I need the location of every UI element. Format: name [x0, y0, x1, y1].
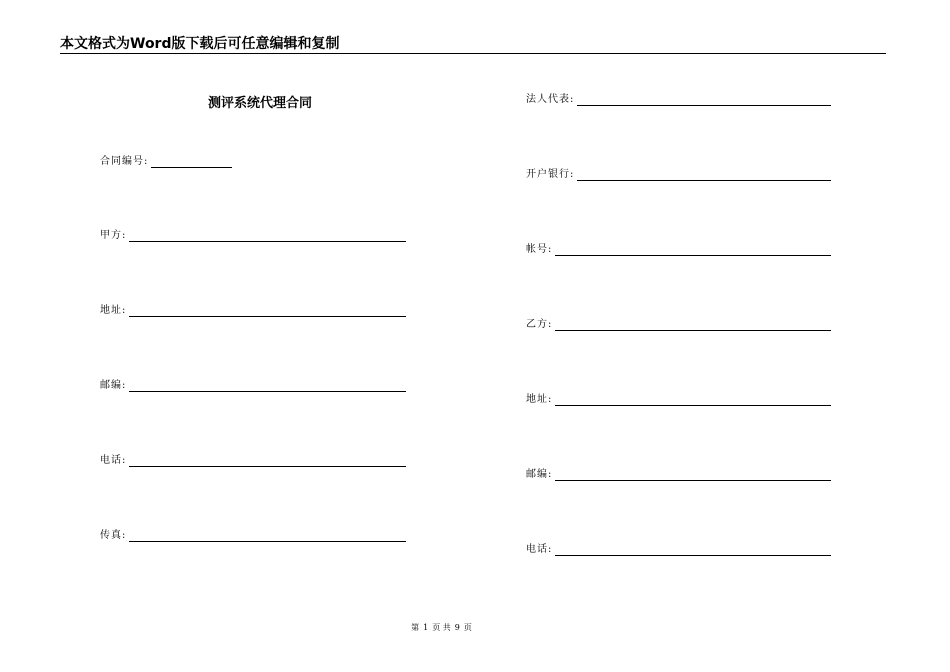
- total-pages-number: 9: [454, 623, 460, 632]
- bank-blank[interactable]: [577, 170, 831, 181]
- legal-rep-label: 法人代表: [526, 94, 570, 105]
- page-middle: 页 共: [432, 623, 451, 632]
- field-colon: :: [548, 469, 552, 480]
- party-b-address-label: 地址: [526, 394, 548, 405]
- bank-label: 开户银行: [526, 169, 570, 180]
- contract-title: 测评系统代理合同: [207, 96, 312, 111]
- party-a-postcode-blank[interactable]: [129, 381, 406, 392]
- bank-field: [526, 165, 831, 181]
- field-colon: :: [122, 530, 126, 541]
- party-b-postcode-label: 邮编: [526, 469, 548, 480]
- party-b-phone-blank[interactable]: [555, 545, 831, 556]
- account-field: [526, 240, 831, 256]
- party-a-phone-blank[interactable]: [129, 456, 406, 467]
- party-a-field: [100, 226, 406, 242]
- page-indicator: [0, 622, 883, 633]
- party-a-label: 甲方: [100, 230, 122, 241]
- party-a-blank[interactable]: [129, 231, 406, 242]
- field-colon: :: [570, 94, 574, 105]
- party-a-fax-blank[interactable]: [129, 531, 406, 542]
- party-b-phone-label: 电话: [526, 544, 548, 555]
- party-b-address-blank[interactable]: [555, 395, 831, 406]
- field-colon: :: [122, 380, 126, 391]
- party-b-blank[interactable]: [555, 320, 831, 331]
- field-colon: :: [122, 305, 126, 316]
- field-colon: :: [122, 230, 126, 241]
- account-blank[interactable]: [555, 245, 831, 256]
- field-colon: :: [122, 455, 126, 466]
- party-a-fax-field: [100, 526, 406, 542]
- field-colon: :: [144, 156, 148, 167]
- page-prefix: 第: [411, 623, 420, 632]
- contract-number-field: [100, 152, 232, 168]
- header-divider: [60, 53, 886, 54]
- current-page-number: 1: [423, 623, 429, 632]
- field-colon: :: [548, 244, 552, 255]
- legal-rep-field: [526, 90, 831, 106]
- party-a-phone-field: [100, 451, 406, 467]
- legal-rep-blank[interactable]: [577, 95, 831, 106]
- party-b-phone-field: [526, 540, 831, 556]
- field-colon: :: [548, 394, 552, 405]
- page-suffix: 页: [463, 623, 472, 632]
- field-colon: :: [548, 544, 552, 555]
- party-b-field: [526, 315, 831, 331]
- field-colon: :: [548, 319, 552, 330]
- party-a-postcode-label: 邮编: [100, 380, 122, 391]
- contract-number-label: 合同编号: [100, 156, 144, 167]
- party-a-address-label: 地址: [100, 305, 122, 316]
- party-b-postcode-field: [526, 465, 831, 481]
- account-label: 帐号: [526, 244, 548, 255]
- party-a-address-field: [100, 301, 406, 317]
- party-a-phone-label: 电话: [100, 455, 122, 466]
- party-a-fax-label: 传真: [100, 530, 122, 541]
- contract-number-blank[interactable]: [151, 157, 232, 168]
- party-b-postcode-blank[interactable]: [555, 470, 831, 481]
- download-banner: 本文格式为Word版下载后可任意编辑和复制: [60, 36, 340, 52]
- party-a-address-blank[interactable]: [129, 306, 406, 317]
- field-colon: :: [570, 169, 574, 180]
- party-b-label: 乙方: [526, 319, 548, 330]
- party-b-address-field: [526, 390, 831, 406]
- party-a-postcode-field: [100, 376, 406, 392]
